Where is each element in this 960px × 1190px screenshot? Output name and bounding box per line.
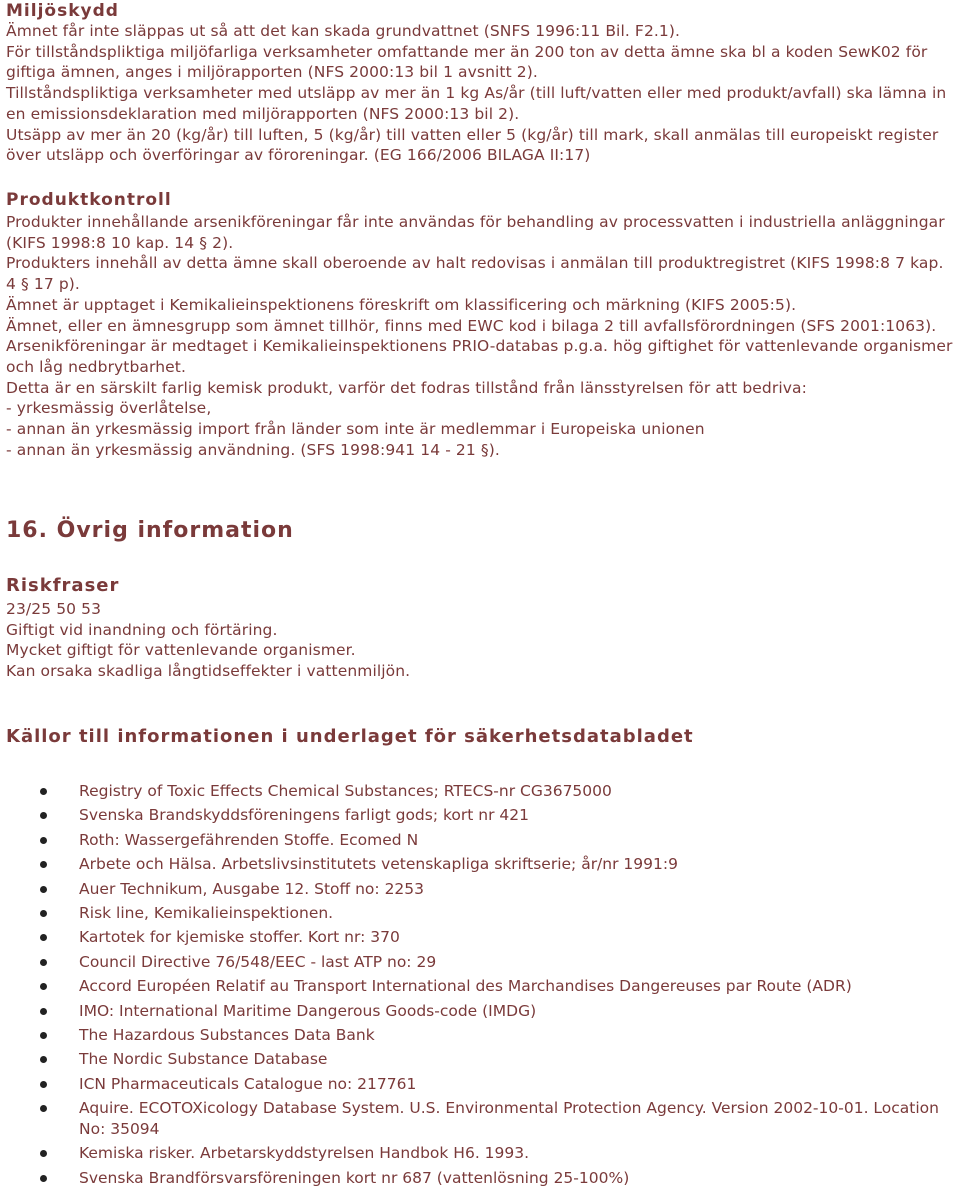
sources-section [6, 726, 956, 748]
source-item [6, 974, 956, 998]
source-text: The Nordic Substance Database [79, 1050, 328, 1069]
product-control-paragraph: Ämnet är upptaget i Kemikalieinspektionens föreskrift om klassificering och märkning (KIFS 2005:5). [6, 295, 797, 314]
source-item [6, 828, 956, 852]
bullet-icon [40, 1056, 47, 1063]
source-text: Roth: Wassergefährenden Stoffe. Ecomed N [79, 830, 419, 849]
source-text: IMO: International Maritime Dangerous Goods-code (IMDG) [79, 1001, 537, 1020]
bullet-icon [40, 1150, 47, 1157]
environment-section [6, 1, 956, 166]
source-item [6, 877, 956, 901]
source-text: Aquire. ECOTOXicology Database System. U.S. Environmental Protection Agency. Version 2002-10-01. Location No: 35094 [79, 1099, 939, 1138]
source-item [6, 1141, 956, 1165]
bullet-icon [40, 1008, 47, 1015]
source-item [6, 901, 956, 925]
source-text: The Hazardous Substances Data Bank [79, 1026, 375, 1045]
sources-list [6, 779, 956, 1190]
source-item [6, 925, 956, 949]
source-text: Registry of Toxic Effects Chemical Substances; RTECS-nr CG3675000 [79, 782, 612, 800]
bullet-icon [40, 812, 47, 819]
source-item [6, 1096, 956, 1141]
product-control-heading: Produktkontroll [6, 190, 172, 210]
product-control-paragraph: Produkter innehållande arsenikföreningar får inte användas för behandling av processvatten i industriella anläggningar (KIFS 1998:8 10 kap. 14 § 2). [6, 213, 945, 252]
bullet-icon [40, 1081, 47, 1088]
section-16-heading: 16. Övrig information [6, 518, 294, 543]
source-item [6, 1166, 956, 1190]
environment-paragraph: För tillståndspliktiga miljöfarliga verksamheter omfattande mer än 200 ton av detta ämne ska bl a koden SewK02 för giftiga ämnen, anges i miljörapporten (NFS 2000:13 bil 1 avsnitt 2). [6, 42, 928, 82]
risk-phrase-line: Mycket giftigt för vattenlevande organismer. [6, 641, 356, 660]
environment-heading: Miljöskydd [6, 1, 119, 21]
environment-paragraph: Tillståndspliktiga verksamheter med utsläpp av mer än 1 kg As/år (till luft/vatten eller med produkt/avfall) ska lämna in en emissionsdeklaration med miljörapporten (NFS 2000:13 bil 2). [6, 84, 947, 123]
bullet-icon [40, 1175, 47, 1182]
source-text: Svenska Brandskyddsföreningens farligt gods; kort nr 421 [79, 806, 529, 825]
section-16 [6, 518, 956, 544]
source-text: Kemiska risker. Arbetarskyddstyrelsen Handbok H6. 1993. [79, 1144, 530, 1163]
bullet-icon [40, 788, 47, 795]
product-control-paragraph: Detta är en särskilt farlig kemisk produkt, varför det fodras tillstånd från länsstyrelsen för att bedriva: [6, 378, 807, 397]
source-item [6, 803, 956, 827]
risk-phrase-line: 23/25 50 53 [6, 600, 102, 618]
bullet-icon [40, 861, 47, 868]
risk-phrase-line: Giftigt vid inandning och förtäring. [6, 620, 278, 639]
source-item [6, 999, 956, 1023]
bullet-icon [40, 1105, 47, 1112]
product-control-paragraph: - yrkesmässig överlåtelse, [6, 399, 212, 418]
product-control-section [6, 190, 956, 460]
risk-phrases-heading: Riskfraser [6, 575, 120, 596]
bullet-icon [40, 959, 47, 966]
risk-phrases-section [6, 575, 956, 682]
source-item [6, 1047, 956, 1071]
source-text: Kartotek for kjemiske stoffer. Kort nr: 370 [79, 928, 400, 947]
source-text: Risk line, Kemikalieinspektionen. [79, 904, 334, 923]
source-item [6, 950, 956, 974]
product-control-paragraph: Ämnet, eller en ämnesgrupp som ämnet tillhör, finns med EWC kod i bilaga 2 till avfallsförordningen (SFS 2001:1063). [6, 316, 937, 335]
bullet-icon [40, 837, 47, 844]
source-item [6, 779, 956, 803]
bullet-icon [40, 886, 47, 893]
sources-list-container [6, 779, 956, 1190]
risk-phrase-line: Kan orsaka skadliga långtidseffekter i vattenmiljön. [6, 662, 411, 681]
source-text: Auer Technikum, Ausgabe 12. Stoff no: 2253 [79, 879, 425, 898]
source-item [6, 1072, 956, 1096]
sources-heading: Källor till informationen i underlaget för säkerhetsdatabladet [6, 726, 694, 747]
source-text: Arbete och Hälsa. Arbetslivsinstitutets vetenskapliga skriftserie; år/nr 1991:9 [79, 855, 678, 874]
bullet-icon [40, 934, 47, 941]
source-item [6, 852, 956, 876]
product-control-paragraph: Arsenikföreningar är medtaget i Kemikalieinspektionens PRIO-databas p.g.a. hög giftighet för vattenlevande organismer och låg nedbrytbarhet. [6, 337, 953, 376]
product-control-paragraph: - annan än yrkesmässig import från länder som inte är medlemmar i Europeiska unionen [6, 420, 705, 439]
environment-paragraph: Ämnet får inte släppas ut så att det kan skada grundvattnet (SNFS 1996:11 Bil. F2.1). [6, 22, 681, 40]
source-item [6, 1023, 956, 1047]
source-text: Svenska Brandförsvarsföreningen kort nr 687 (vattenlösning 25-100%) [79, 1168, 630, 1187]
bullet-icon [40, 910, 47, 917]
bullet-icon [40, 1032, 47, 1039]
source-text: Council Directive 76/548/EEC - last ATP no: 29 [79, 952, 437, 971]
product-control-paragraph: Produkters innehåll av detta ämne skall oberoende av halt redovisas i anmälan till produktregistret (KIFS 1998:8 7 kap. 4 § 17 p). [6, 254, 944, 294]
source-text: ICN Pharmaceuticals Catalogue no: 217761 [79, 1074, 417, 1093]
source-text: Accord Européen Relatif au Transport International des Marchandises Dangereuses par Route (ADR) [79, 977, 852, 996]
product-control-paragraph: - annan än yrkesmässig användning. (SFS 1998:941 14 - 21 §). [6, 440, 500, 459]
environment-paragraph: Utsäpp av mer än 20 (kg/år) till luften, 5 (kg/år) till vatten eller 5 (kg/år) till mark, skall anmälas till europeiskt register över utsläpp och överföringar av föroreningar. (EG 166/2006 BILAGA II:17) [6, 125, 939, 165]
bullet-icon [40, 983, 47, 990]
